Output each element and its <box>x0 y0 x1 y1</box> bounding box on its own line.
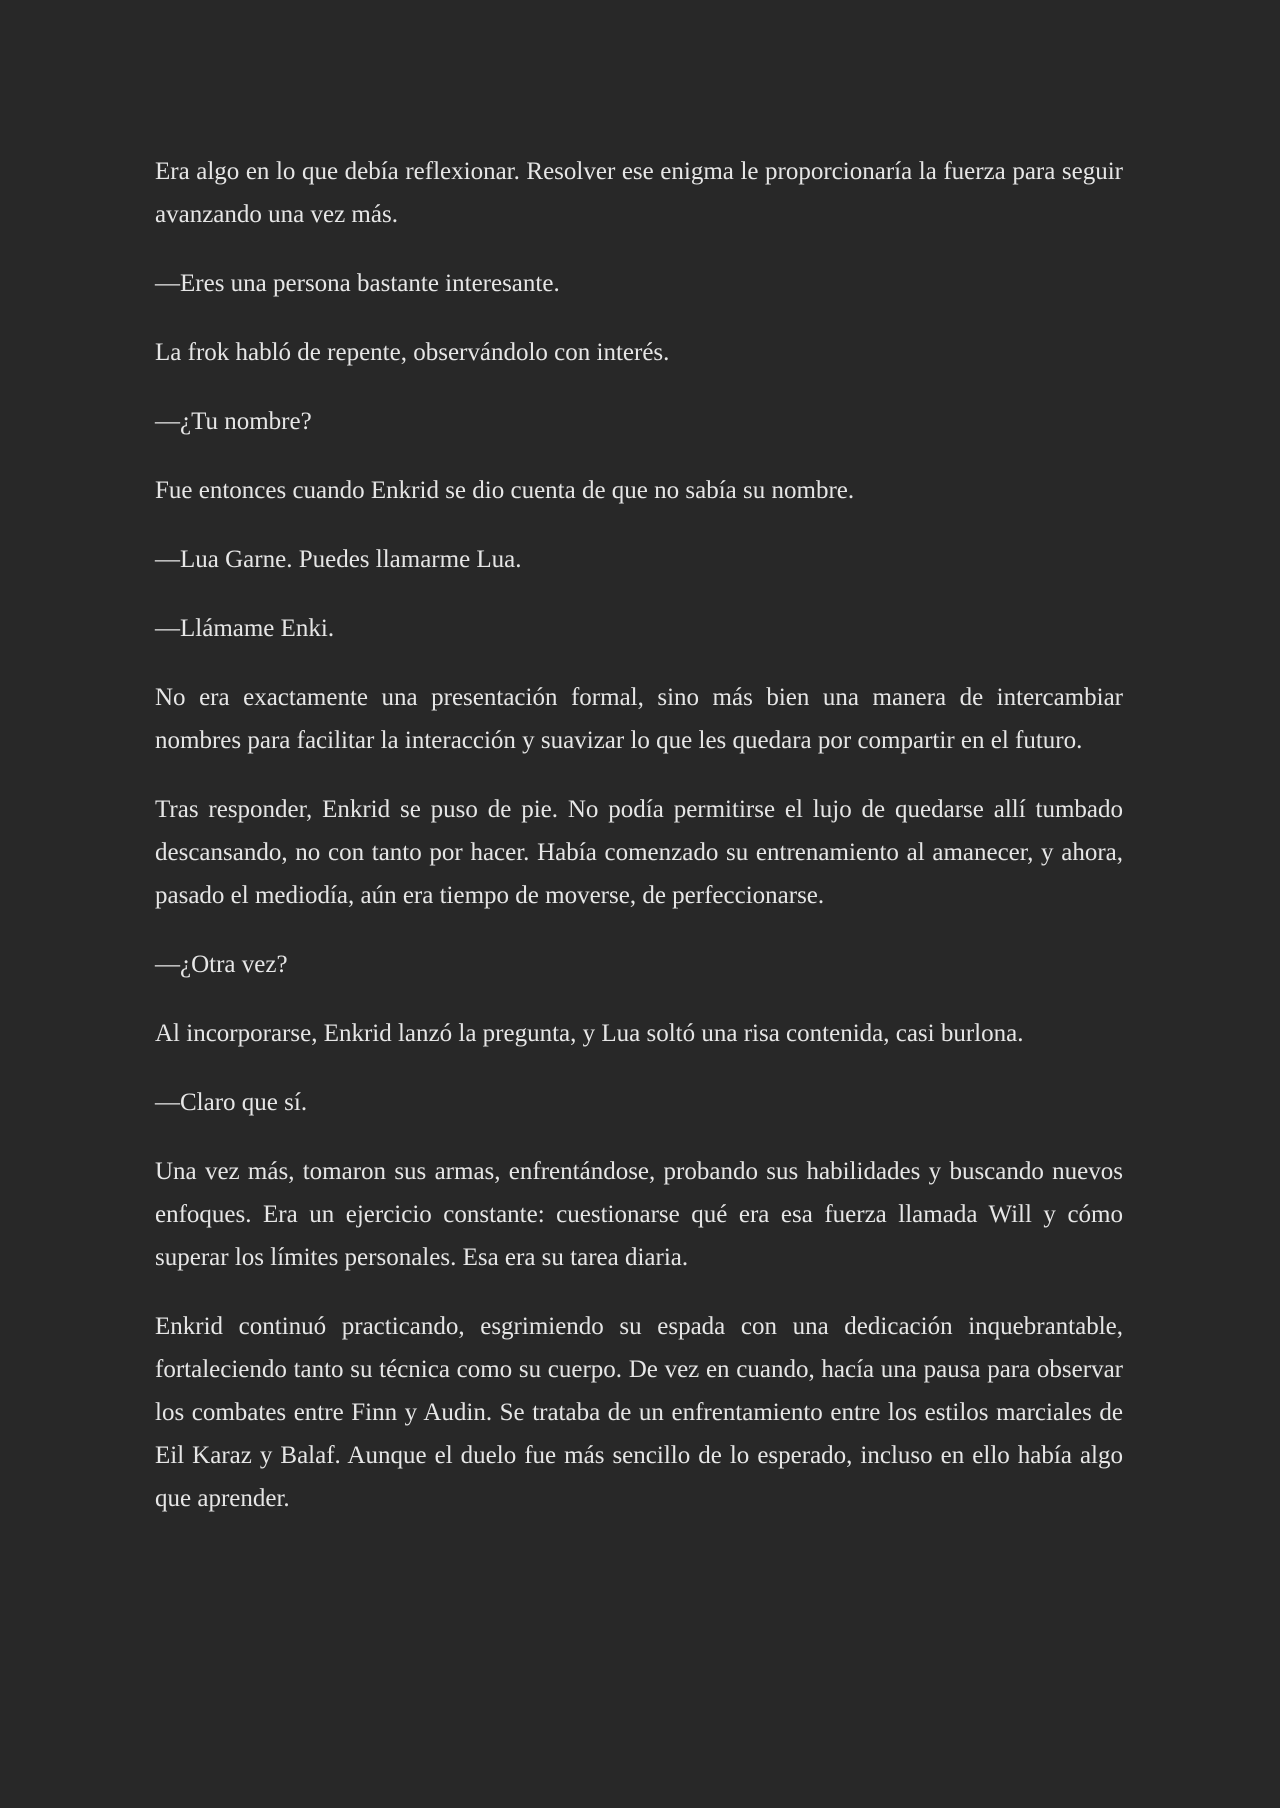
dialogue-line: —¿Tu nombre? <box>155 408 312 435</box>
paragraph: No era exactamente una presentación formal, sino más bien una manera de intercambiar nombres para facilitar la interacción y suavizar lo que les quedara por compartir en el futuro. <box>155 684 1123 754</box>
paragraph: Tras responder, Enkrid se puso de pie. No podía permitirse el lujo de quedarse allí tumbado descansando, no con tanto por hacer. Había comenzado su entrenamiento al amanecer, y ahora, pasado el mediodía, aún era tiempo de moverse, de perfeccionarse. <box>155 796 1123 909</box>
paragraph: Enkrid continuó practicando, esgrimiendo su espada con una dedicación inquebrantable, fortaleciendo tanto su técnica como su cuerpo. De vez en cuando, hacía una pausa para observar los combates entre Finn y Audin. Se trataba de un enfrentamiento entre los estilos marciales de Eil Karaz y Balaf. Aunque el duelo fue más sencillo de lo esperado, incluso en ello había algo que aprender. <box>155 1313 1123 1512</box>
paragraph: Una vez más, tomaron sus armas, enfrentándose, probando sus habilidades y buscando nuevos enfoques. Era un ejercicio constante: cuestionarse qué era esa fuerza llamada Will y cómo superar los límites personales. Esa era su tarea diaria. <box>155 1158 1123 1271</box>
paragraph: Era algo en lo que debía reflexionar. Resolver ese enigma le proporcionaría la fuerza para seguir avanzando una vez más. <box>155 158 1123 228</box>
paragraph: Al incorporarse, Enkrid lanzó la pregunta, y Lua soltó una risa contenida, casi burlona. <box>155 1020 1024 1047</box>
dialogue-line: —Lua Garne. Puedes llamarme Lua. <box>155 546 522 573</box>
paragraph: La frok habló de repente, observándolo con interés. <box>155 339 670 366</box>
reader-content <box>155 150 1123 1520</box>
paragraph: Fue entonces cuando Enkrid se dio cuenta de que no sabía su nombre. <box>155 477 855 504</box>
dialogue-line: —Eres una persona bastante interesante. <box>155 270 560 297</box>
dialogue-line: —Llámame Enki. <box>155 615 335 642</box>
dialogue-line: —Claro que sí. <box>155 1089 308 1116</box>
dialogue-line: —¿Otra vez? <box>155 951 288 978</box>
